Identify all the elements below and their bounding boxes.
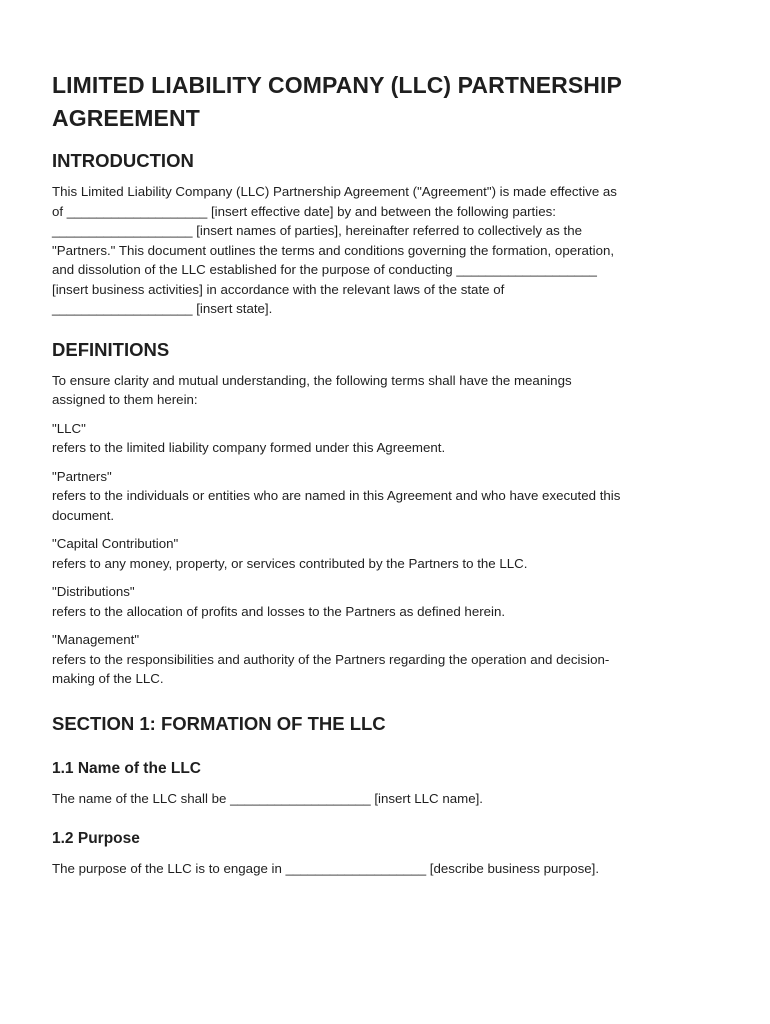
subsection-text-name: The name of the LLC shall be ___________________ [insert LLC name]. — [52, 790, 483, 806]
subsection-text-purpose: The purpose of the LLC is to engage in ___________________ [describe business purpose]. — [52, 861, 600, 876]
text-line: assigned to them herein: — [52, 392, 198, 407]
text-line: This Limited Liability Company (LLC) Partnership Agreement ("Agreement") is made effective as — [52, 184, 617, 199]
text-line: "Partners." This document outlines the terms and conditions governing the formation, operation, — [52, 242, 615, 258]
text-line: To ensure clarity and mutual understanding, the following terms shall have the meanings — [52, 372, 572, 388]
definition-text: refers to the individuals or entities who are named in this Agreement and who have executed this — [52, 488, 621, 503]
definition-management — [52, 630, 720, 689]
definition-term: "Management" — [52, 632, 140, 647]
text-line: [insert business activities] in accordance with the relevant laws of the state of — [52, 281, 505, 297]
text-line: ___________________ [insert state]. — [52, 301, 273, 316]
definitions-intro-paragraph — [52, 371, 720, 410]
document-title: LIMITED LIABILITY COMPANY (LLC) PARTNERSHIP AGREEMENT — [52, 72, 622, 131]
definition-text: refers to the limited liability company formed under this Agreement. — [52, 440, 446, 455]
definition-term: "Capital Contribution" — [52, 536, 179, 551]
definition-term: "Distributions" — [52, 584, 135, 599]
definition-text: document. — [52, 507, 115, 523]
section-heading-definitions: DEFINITIONS — [52, 338, 170, 360]
definition-term: "Partners" — [52, 468, 112, 484]
definition-partners — [52, 467, 720, 526]
definition-term: "LLC" — [52, 420, 86, 436]
section-heading-formation: SECTION 1: FORMATION OF THE LLC — [52, 712, 386, 734]
section-heading-introduction: INTRODUCTION — [52, 150, 194, 171]
definition-capital-contribution — [52, 534, 720, 573]
definition-llc — [52, 419, 720, 458]
text-line: and dissolution of the LLC established for the purpose of conducting ___________________ — [52, 262, 597, 277]
definition-text: refers to any money, property, or services contributed by the Partners to the LLC. — [52, 555, 528, 571]
introduction-paragraph — [52, 182, 720, 319]
definition-text: refers to the responsibilities and authority of the Partners regarding the operation and decision- — [52, 651, 610, 667]
definition-distributions — [52, 582, 720, 621]
text-line: ___________________ [insert names of parties], hereinafter referred to collectively as the — [52, 223, 582, 238]
text-line: of ___________________ [insert effective date] by and between the following parties: — [52, 203, 556, 219]
subsection-heading-purpose: 1.2 Purpose — [52, 830, 140, 847]
definition-text: making of the LLC. — [52, 671, 164, 686]
definition-text: refers to the allocation of profits and losses to the Partners as defined herein. — [52, 603, 506, 619]
subsection-heading-name: 1.1 Name of the LLC — [52, 759, 201, 777]
